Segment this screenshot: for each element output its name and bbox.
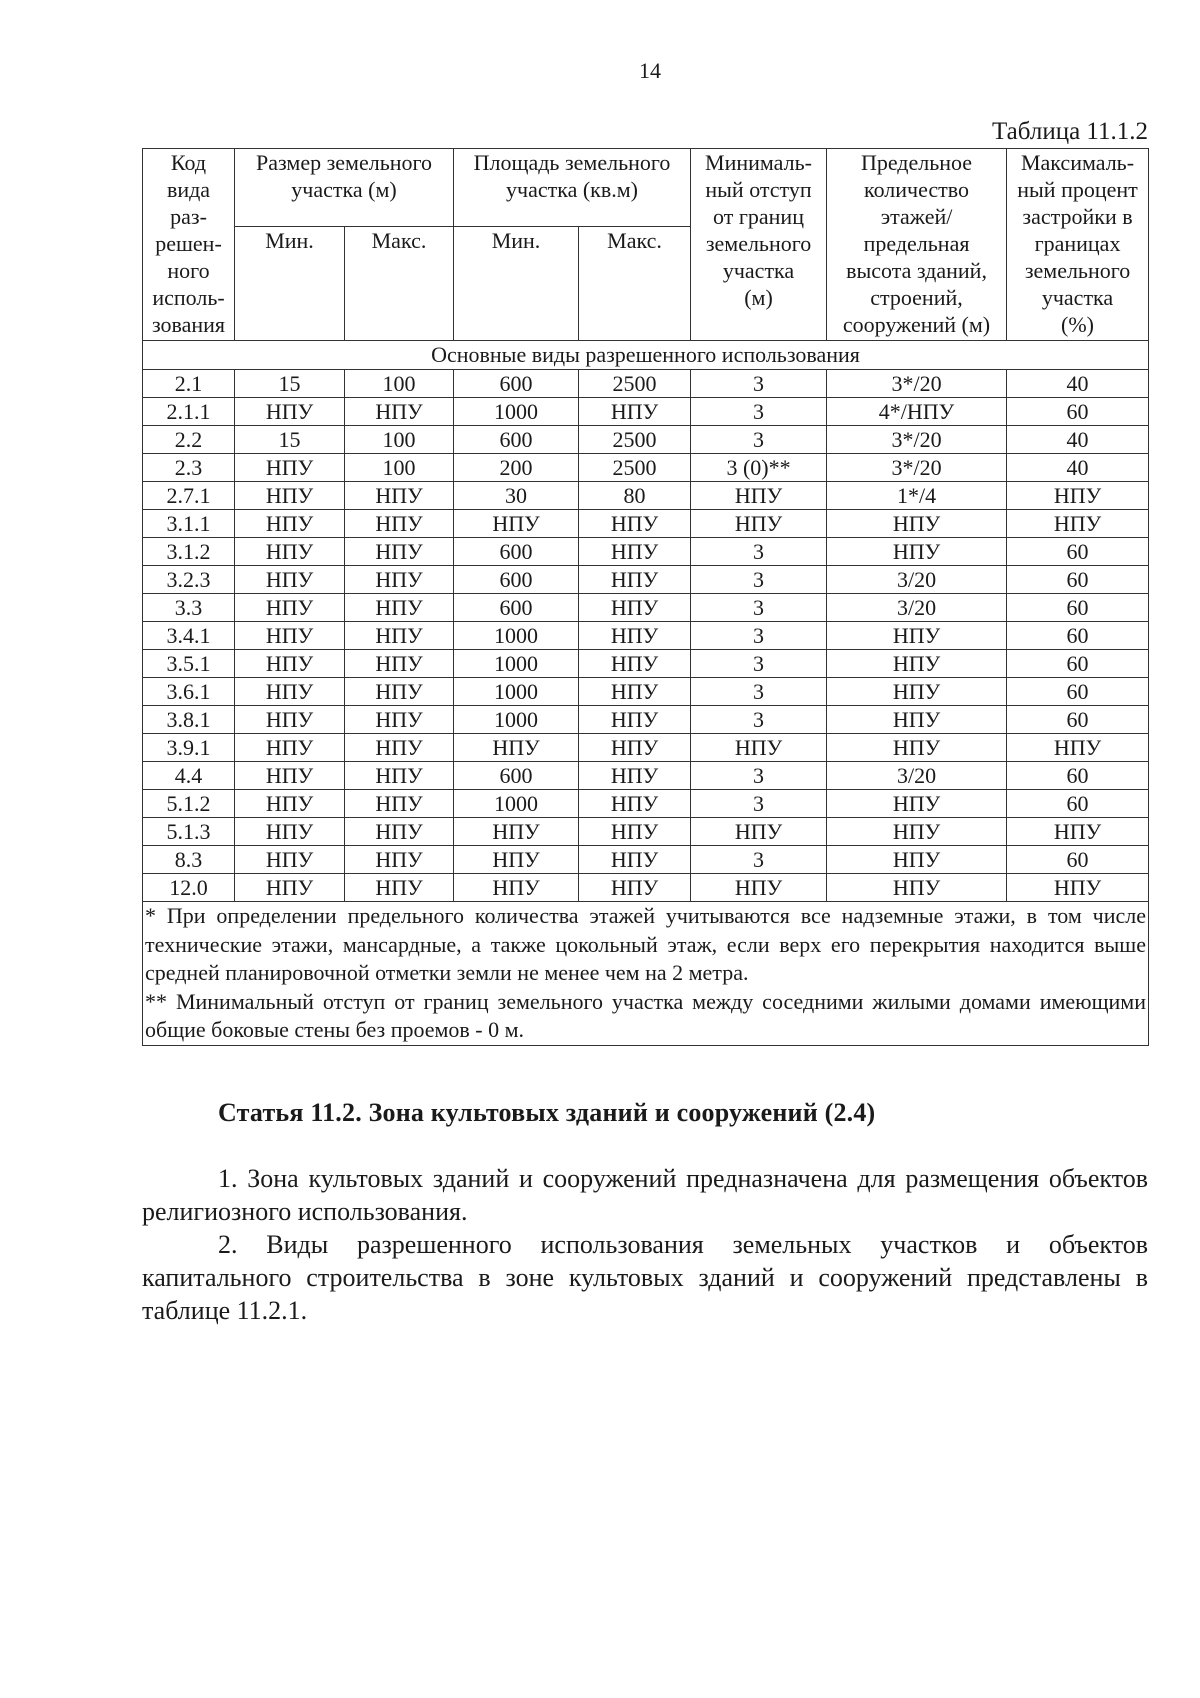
- table-row: [143, 454, 1149, 482]
- cell-floors: 3/20: [827, 566, 1007, 594]
- cell-size-min: НПУ: [235, 482, 345, 510]
- cell-area-min: 1000: [454, 650, 579, 678]
- header-coverage: Максималь- ный процент застройки в границах земельного участка (%): [1007, 149, 1149, 341]
- cell-size-max: НПУ: [345, 594, 454, 622]
- note-floors: * При определении предельного количества этажей учитываются все надземные этажи, в том числе технические этажи, мансардные, а также цокольный этаж, если верх его перекрытия находится выше средней планировочной отметки земли не менее чем на 2 метра.: [145, 903, 1147, 985]
- cell-floors: 3/20: [827, 762, 1007, 790]
- cell-setback: 3: [691, 566, 827, 594]
- cell-size-min: НПУ: [235, 762, 345, 790]
- table-row: [143, 846, 1149, 874]
- header-code: Код вида раз- решен- ного исполь- зования: [143, 149, 235, 341]
- cell-coverage: 60: [1007, 566, 1149, 594]
- cell-floors: 3*/20: [827, 454, 1007, 482]
- cell-area-max: НПУ: [579, 538, 691, 566]
- cell-size-max: НПУ: [345, 566, 454, 594]
- cell-coverage: 60: [1007, 790, 1149, 818]
- cell-code: 2.1: [143, 370, 235, 398]
- cell-size-min: НПУ: [235, 650, 345, 678]
- article-title: Статья 11.2. Зона культовых зданий и сооружений (2.4): [218, 1098, 876, 1127]
- cell-code: 3.3: [143, 594, 235, 622]
- cell-setback: 3: [691, 538, 827, 566]
- cell-floors: НПУ: [827, 874, 1007, 902]
- cell-area-max: 2500: [579, 426, 691, 454]
- cell-coverage: 60: [1007, 846, 1149, 874]
- cell-floors: НПУ: [827, 706, 1007, 734]
- cell-setback: 3: [691, 650, 827, 678]
- table-row: [143, 650, 1149, 678]
- cell-floors: НПУ: [827, 734, 1007, 762]
- cell-area-max: 2500: [579, 454, 691, 482]
- cell-area-min: 1000: [454, 622, 579, 650]
- cell-code: 2.2: [143, 426, 235, 454]
- cell-setback: 3: [691, 622, 827, 650]
- cell-code: 5.1.2: [143, 790, 235, 818]
- cell-size-max: НПУ: [345, 706, 454, 734]
- cell-coverage: НПУ: [1007, 734, 1149, 762]
- cell-area-min: НПУ: [454, 846, 579, 874]
- cell-coverage: 40: [1007, 370, 1149, 398]
- cell-area-max: НПУ: [579, 398, 691, 426]
- cell-area-max: НПУ: [579, 510, 691, 538]
- cell-setback: 3: [691, 426, 827, 454]
- cell-floors: 3*/20: [827, 370, 1007, 398]
- cell-size-min: НПУ: [235, 874, 345, 902]
- cell-code: 3.9.1: [143, 734, 235, 762]
- cell-size-min: НПУ: [235, 706, 345, 734]
- cell-size-min: НПУ: [235, 538, 345, 566]
- cell-area-max: НПУ: [579, 790, 691, 818]
- cell-setback: 3: [691, 762, 827, 790]
- cell-size-max: НПУ: [345, 790, 454, 818]
- cell-coverage: 40: [1007, 426, 1149, 454]
- cell-size-min: 15: [235, 426, 345, 454]
- table-row: [143, 818, 1149, 846]
- cell-floors: 3/20: [827, 594, 1007, 622]
- table-caption: Таблица 11.1.2: [992, 118, 1148, 145]
- table-row: [143, 762, 1149, 790]
- cell-size-max: НПУ: [345, 398, 454, 426]
- cell-size-min: 15: [235, 370, 345, 398]
- cell-code: 2.1.1: [143, 398, 235, 426]
- cell-code: 2.7.1: [143, 482, 235, 510]
- cell-floors: 3*/20: [827, 426, 1007, 454]
- cell-setback: НПУ: [691, 734, 827, 762]
- cell-size-min: НПУ: [235, 622, 345, 650]
- article-paragraph-1: 1. Зона культовых зданий и сооружений предназначена для размещения объектов религиозного использования.: [142, 1164, 1148, 1226]
- cell-code: 3.8.1: [143, 706, 235, 734]
- cell-setback: 3: [691, 706, 827, 734]
- cell-code: 5.1.3: [143, 818, 235, 846]
- cell-code: 4.4: [143, 762, 235, 790]
- table-row: [143, 734, 1149, 762]
- cell-area-min: НПУ: [454, 874, 579, 902]
- cell-size-max: НПУ: [345, 510, 454, 538]
- cell-area-max: 2500: [579, 370, 691, 398]
- cell-area-min: 1000: [454, 706, 579, 734]
- cell-area-min: 1000: [454, 678, 579, 706]
- table-row: [143, 706, 1149, 734]
- cell-floors: НПУ: [827, 678, 1007, 706]
- cell-floors: 1*/4: [827, 482, 1007, 510]
- cell-floors: НПУ: [827, 510, 1007, 538]
- cell-floors: НПУ: [827, 818, 1007, 846]
- cell-area-min: НПУ: [454, 734, 579, 762]
- cell-setback: 3: [691, 678, 827, 706]
- cell-coverage: 60: [1007, 650, 1149, 678]
- table-row: [143, 370, 1149, 398]
- cell-code: 3.4.1: [143, 622, 235, 650]
- cell-size-min: НПУ: [235, 678, 345, 706]
- cell-code: 3.5.1: [143, 650, 235, 678]
- cell-area-min: 30: [454, 482, 579, 510]
- cell-area-max: 80: [579, 482, 691, 510]
- cell-floors: НПУ: [827, 622, 1007, 650]
- cell-coverage: 60: [1007, 398, 1149, 426]
- cell-area-min: НПУ: [454, 818, 579, 846]
- cell-floors: НПУ: [827, 790, 1007, 818]
- cell-area-min: 600: [454, 538, 579, 566]
- cell-size-max: НПУ: [345, 482, 454, 510]
- cell-area-max: НПУ: [579, 874, 691, 902]
- cell-size-min: НПУ: [235, 594, 345, 622]
- cell-area-min: 1000: [454, 790, 579, 818]
- cell-size-max: НПУ: [345, 818, 454, 846]
- cell-size-min: НПУ: [235, 510, 345, 538]
- cell-coverage: НПУ: [1007, 510, 1149, 538]
- cell-coverage: 40: [1007, 454, 1149, 482]
- header-area-max: Макс.: [579, 227, 691, 341]
- cell-code: 3.1.2: [143, 538, 235, 566]
- cell-area-min: НПУ: [454, 510, 579, 538]
- cell-coverage: НПУ: [1007, 482, 1149, 510]
- cell-area-min: 200: [454, 454, 579, 482]
- cell-floors: НПУ: [827, 538, 1007, 566]
- cell-area-max: НПУ: [579, 650, 691, 678]
- cell-size-max: НПУ: [345, 734, 454, 762]
- cell-size-max: НПУ: [345, 650, 454, 678]
- cell-size-min: НПУ: [235, 846, 345, 874]
- table-row: [143, 678, 1149, 706]
- table-row: [143, 622, 1149, 650]
- table-row: [143, 538, 1149, 566]
- cell-area-max: НПУ: [579, 734, 691, 762]
- table-row: [143, 398, 1149, 426]
- header-setback: Минималь- ный отступ от границ земельного участка (м): [691, 149, 827, 341]
- cell-area-min: 600: [454, 426, 579, 454]
- header-plot-size: Размер земельного участка (м): [235, 149, 454, 227]
- cell-area-max: НПУ: [579, 566, 691, 594]
- cell-coverage: 60: [1007, 678, 1149, 706]
- table-row: [143, 874, 1149, 902]
- cell-coverage: НПУ: [1007, 818, 1149, 846]
- cell-area-max: НПУ: [579, 706, 691, 734]
- cell-setback: НПУ: [691, 510, 827, 538]
- table-row: [143, 510, 1149, 538]
- header-area-min: Мин.: [454, 227, 579, 341]
- cell-setback: НПУ: [691, 874, 827, 902]
- cell-code: 12.0: [143, 874, 235, 902]
- cell-code: 3.1.1: [143, 510, 235, 538]
- cell-area-max: НПУ: [579, 762, 691, 790]
- cell-setback: 3 (0)**: [691, 454, 827, 482]
- cell-size-max: 100: [345, 370, 454, 398]
- cell-size-max: НПУ: [345, 622, 454, 650]
- cell-size-min: НПУ: [235, 734, 345, 762]
- cell-area-min: 600: [454, 594, 579, 622]
- cell-area-max: НПУ: [579, 818, 691, 846]
- cell-code: 2.3: [143, 454, 235, 482]
- table-row: [143, 566, 1149, 594]
- cell-coverage: 60: [1007, 762, 1149, 790]
- cell-setback: 3: [691, 370, 827, 398]
- cell-area-min: 600: [454, 370, 579, 398]
- cell-coverage: 60: [1007, 706, 1149, 734]
- cell-setback: НПУ: [691, 482, 827, 510]
- section-title: Основные виды разрешенного использования: [143, 341, 1149, 370]
- cell-size-min: НПУ: [235, 566, 345, 594]
- cell-setback: НПУ: [691, 818, 827, 846]
- cell-floors: 4*/НПУ: [827, 398, 1007, 426]
- cell-coverage: НПУ: [1007, 874, 1149, 902]
- table-notes: [143, 902, 1149, 1046]
- table-row: [143, 790, 1149, 818]
- cell-size-max: 100: [345, 426, 454, 454]
- cell-area-max: НПУ: [579, 678, 691, 706]
- cell-size-min: НПУ: [235, 398, 345, 426]
- table-row: [143, 482, 1149, 510]
- cell-size-min: НПУ: [235, 818, 345, 846]
- cell-coverage: 60: [1007, 622, 1149, 650]
- cell-size-max: НПУ: [345, 874, 454, 902]
- note-setback: ** Минимальный отступ от границ земельного участка между соседними жилыми домами имеющими общие боковые стены без проемов - 0 м.: [145, 988, 1147, 1042]
- header-size-max: Макс.: [345, 227, 454, 341]
- cell-coverage: 60: [1007, 594, 1149, 622]
- cell-coverage: 60: [1007, 538, 1149, 566]
- cell-area-max: НПУ: [579, 622, 691, 650]
- table-row: [143, 594, 1149, 622]
- header-floors: Предельное количество этажей/ предельная высота зданий, строений, сооружений (м): [827, 149, 1007, 341]
- cell-setback: 3: [691, 846, 827, 874]
- header-size-min: Мин.: [235, 227, 345, 341]
- cell-setback: 3: [691, 594, 827, 622]
- cell-size-max: НПУ: [345, 678, 454, 706]
- cell-code: 3.2.3: [143, 566, 235, 594]
- cell-size-max: 100: [345, 454, 454, 482]
- page-number: 14: [639, 58, 661, 83]
- cell-code: 8.3: [143, 846, 235, 874]
- table-row: [143, 426, 1149, 454]
- header-plot-area: Площадь земельного участка (кв.м): [454, 149, 691, 227]
- cell-size-max: НПУ: [345, 538, 454, 566]
- cell-floors: НПУ: [827, 650, 1007, 678]
- article-paragraph-2: 2. Виды разрешенного использования земельных участков и объектов капитального строительства в зоне культовых зданий и сооружений представлены в таблице 11.2.1.: [142, 1230, 1148, 1325]
- cell-area-min: 600: [454, 566, 579, 594]
- cell-code: 3.6.1: [143, 678, 235, 706]
- cell-size-min: НПУ: [235, 454, 345, 482]
- cell-size-min: НПУ: [235, 790, 345, 818]
- regulations-table: [142, 148, 1149, 1046]
- cell-area-min: 600: [454, 762, 579, 790]
- cell-area-max: НПУ: [579, 594, 691, 622]
- cell-setback: 3: [691, 790, 827, 818]
- cell-size-max: НПУ: [345, 762, 454, 790]
- cell-size-max: НПУ: [345, 846, 454, 874]
- cell-floors: НПУ: [827, 846, 1007, 874]
- cell-setback: 3: [691, 398, 827, 426]
- cell-area-min: 1000: [454, 398, 579, 426]
- cell-area-max: НПУ: [579, 846, 691, 874]
